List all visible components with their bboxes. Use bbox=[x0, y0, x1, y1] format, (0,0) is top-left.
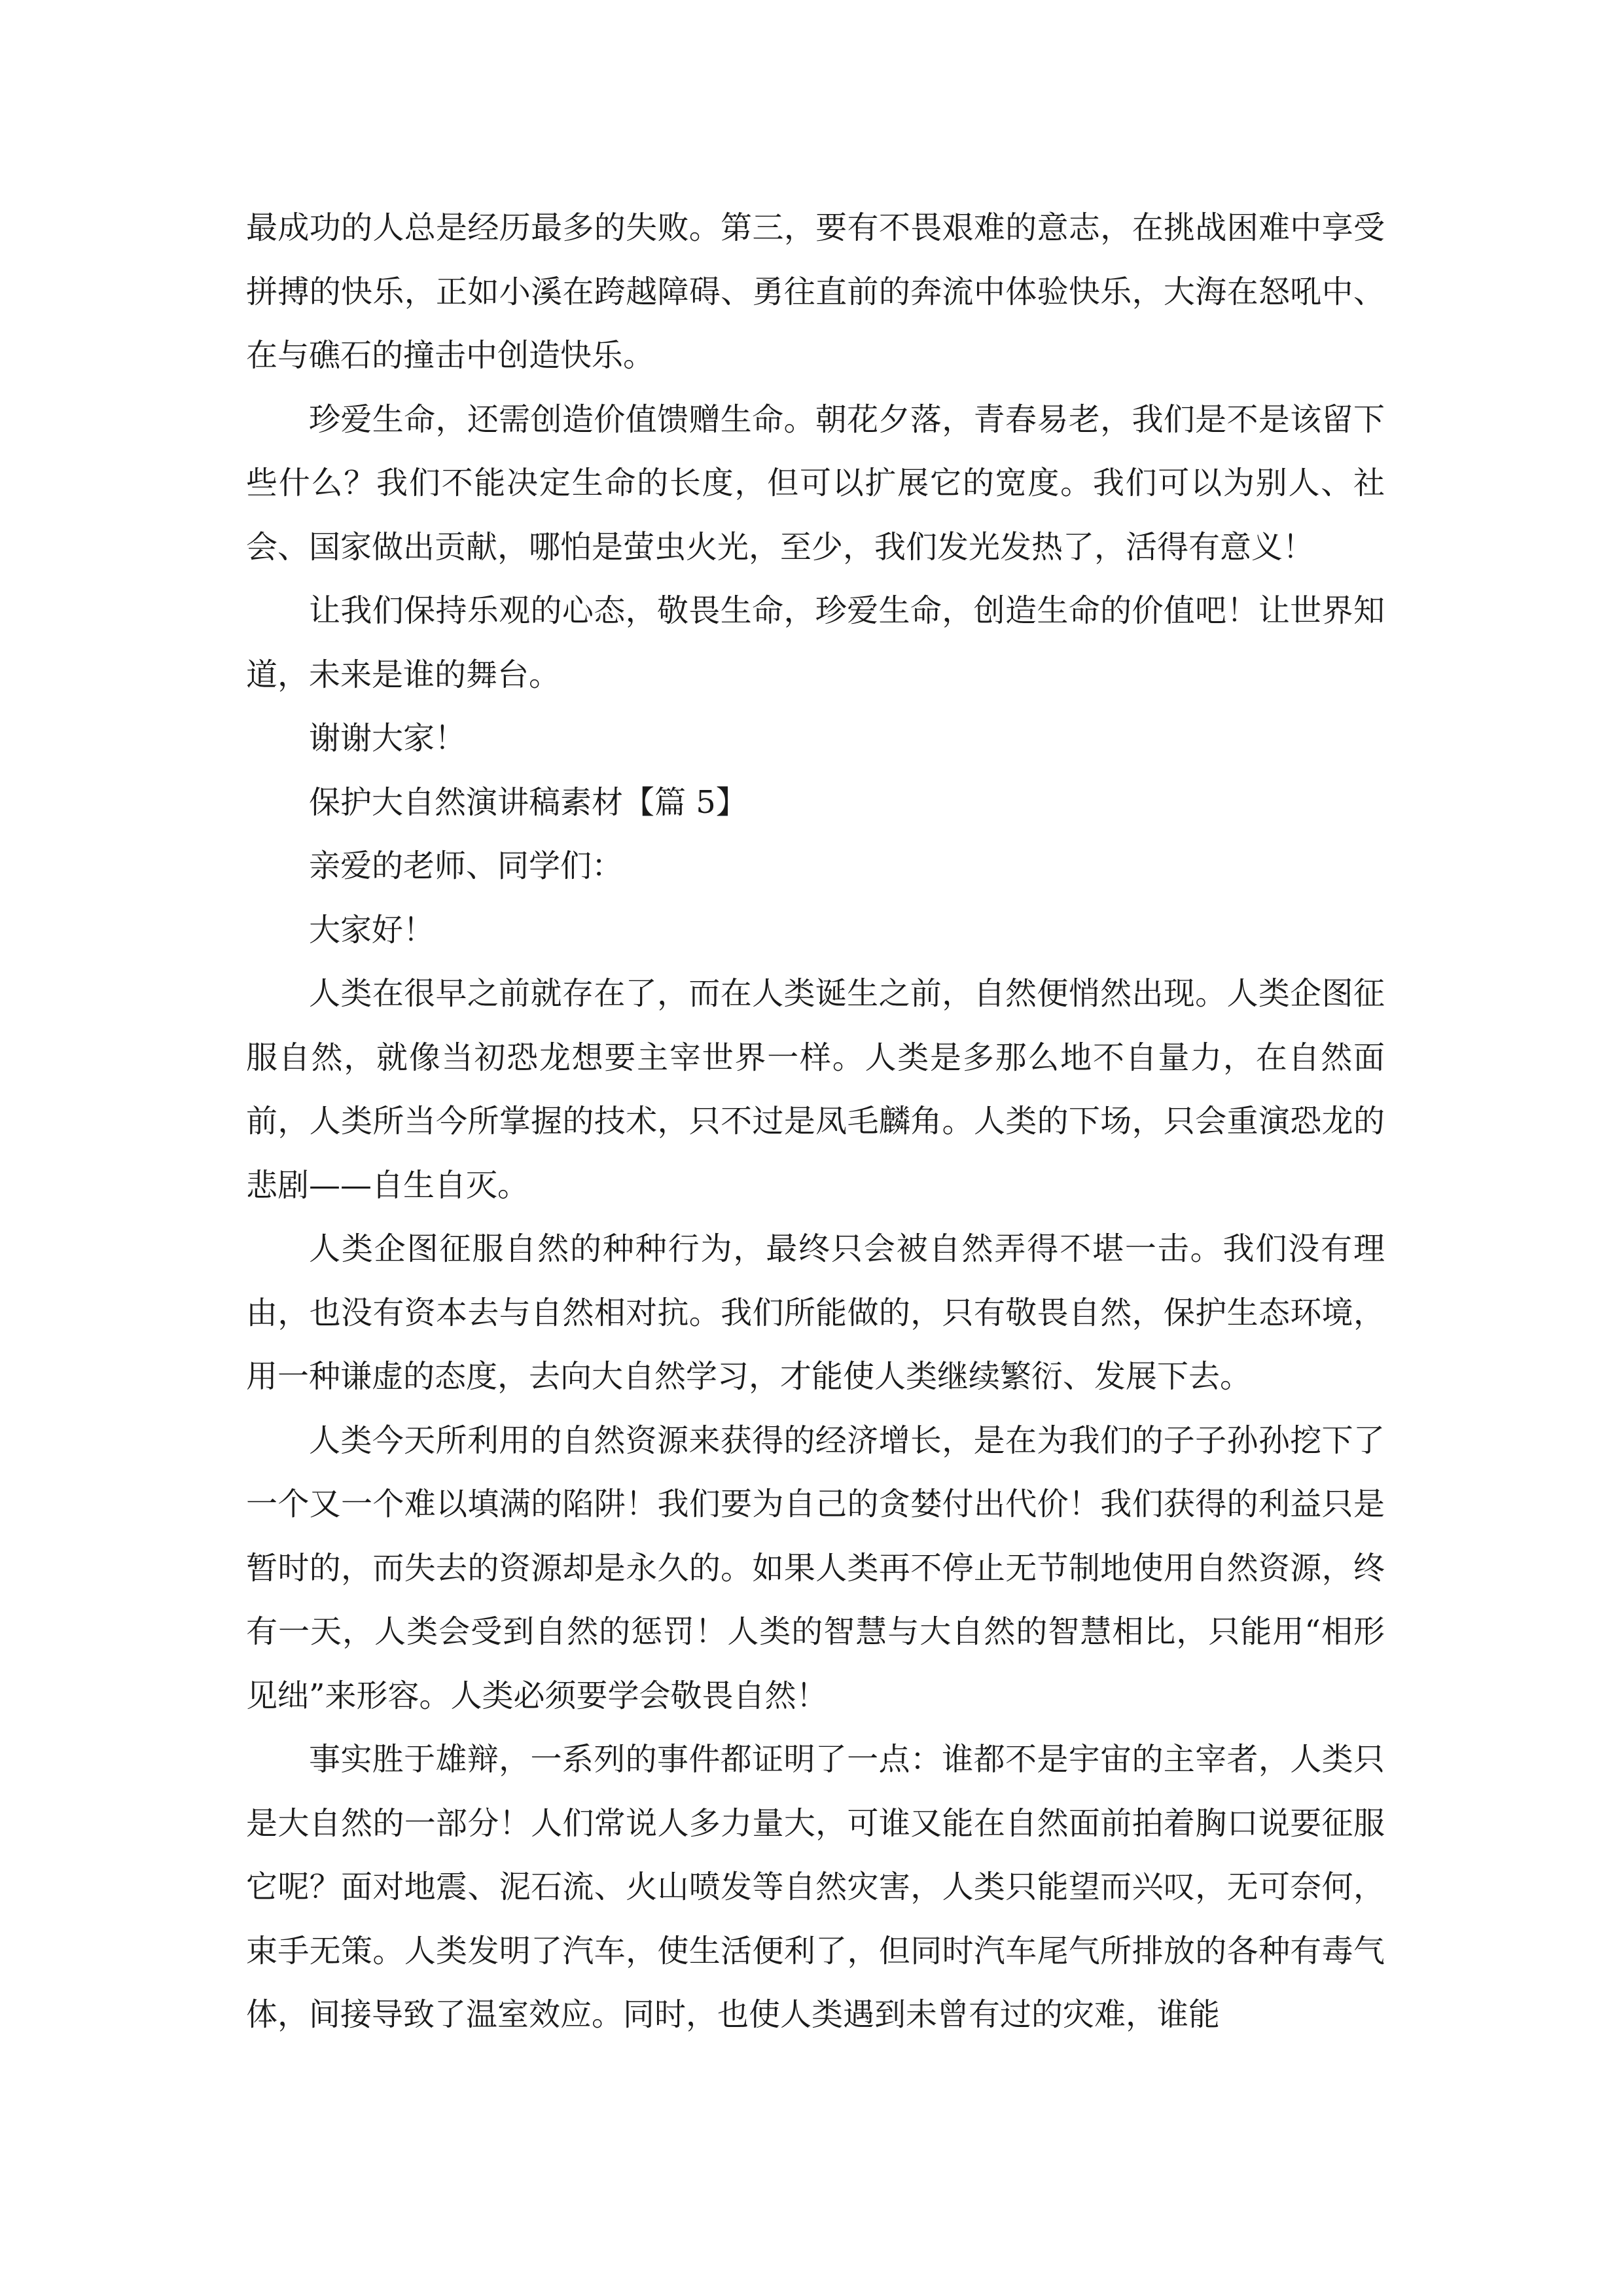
paragraph: 珍爱生命，还需创造价值馈赠生命。朝花夕落，青春易老，我们是不是该留下些什么？我们不能决定生命的长度，但可以扩展它的宽度。我们可以为别人、社会、国家做出贡献，哪怕是萤虫火光，至少，我们发光发热了，活得有意义！ bbox=[246, 401, 1385, 565]
greeting: 大家好！ bbox=[309, 911, 435, 948]
salutation: 亲爱的老师、同学们： bbox=[309, 848, 624, 884]
paragraph-continuation: 最成功的人总是经历最多的失败。第三，要有不畏艰难的意志，在挑战困难中享受拼搏的快乐，正如小溪在跨越障碍、勇往直前的奔流中体验快乐，大海在怒吼中、在与礁石的撞击中创造快乐。 bbox=[246, 209, 1385, 374]
paragraph: 人类在很早之前就存在了，而在人类诞生之前，自然便悄然出现。人类企图征服自然，就像当初恐龙想要主宰世界一样。人类是多那么地不自量力，在自然面前，人类所当今所掌握的技术，只不过是凤毛麟角。人类的下场，只会重演恐龙的悲剧——自生自灭。 bbox=[246, 975, 1385, 1204]
paragraph: 人类企图征服自然的种种行为，最终只会被自然弄得不堪一击。我们没有理由，也没有资本去与自然相对抗。我们所能做的，只有敬畏自然，保护生态环境，用一种谦虚的态度，去向大自然学习，才能使人类继续繁衍、发展下去。 bbox=[246, 1230, 1385, 1395]
closing-line: 谢谢大家！ bbox=[309, 720, 467, 757]
paragraph: 让我们保持乐观的心态，敬畏生命，珍爱生命，创造生命的价值吧！让世界知道，未来是谁的舞台。 bbox=[246, 592, 1385, 693]
body-text bbox=[246, 196, 1385, 2047]
section-heading: 保护大自然演讲稿素材【篇 5】 bbox=[309, 783, 747, 821]
paragraph: 事实胜于雄辩，一系列的事件都证明了一点：谁都不是宇宙的主宰者，人类只是大自然的一部分！人们常说人多力量大，可谁又能在自然面前拍着胸口说要征服它呢？面对地震、泥石流、火山喷发等自然灾害，人类只能望而兴叹，无可奈何，束手无策。人类发明了汽车，使生活便利了，但同时汽车尾气所排放的各种有毒气体，间接导致了温室效应。同时，也使人类遇到未曾有过的灾难，谁能 bbox=[246, 1741, 1385, 2033]
paragraph: 人类今天所利用的自然资源来获得的经济增长，是在为我们的子子孙孙挖下了一个又一个难以填满的陷阱！我们要为自己的贪婪付出代价！我们获得的利益只是暂时的，而失去的资源却是永久的。如果人类再不停止无节制地使用自然资源，终有一天，人类会受到自然的惩罚！人类的智慧与大自然的智慧相比，只能用“相形见绌”来形容。人类必须要学会敬畏自然！ bbox=[246, 1422, 1385, 1714]
